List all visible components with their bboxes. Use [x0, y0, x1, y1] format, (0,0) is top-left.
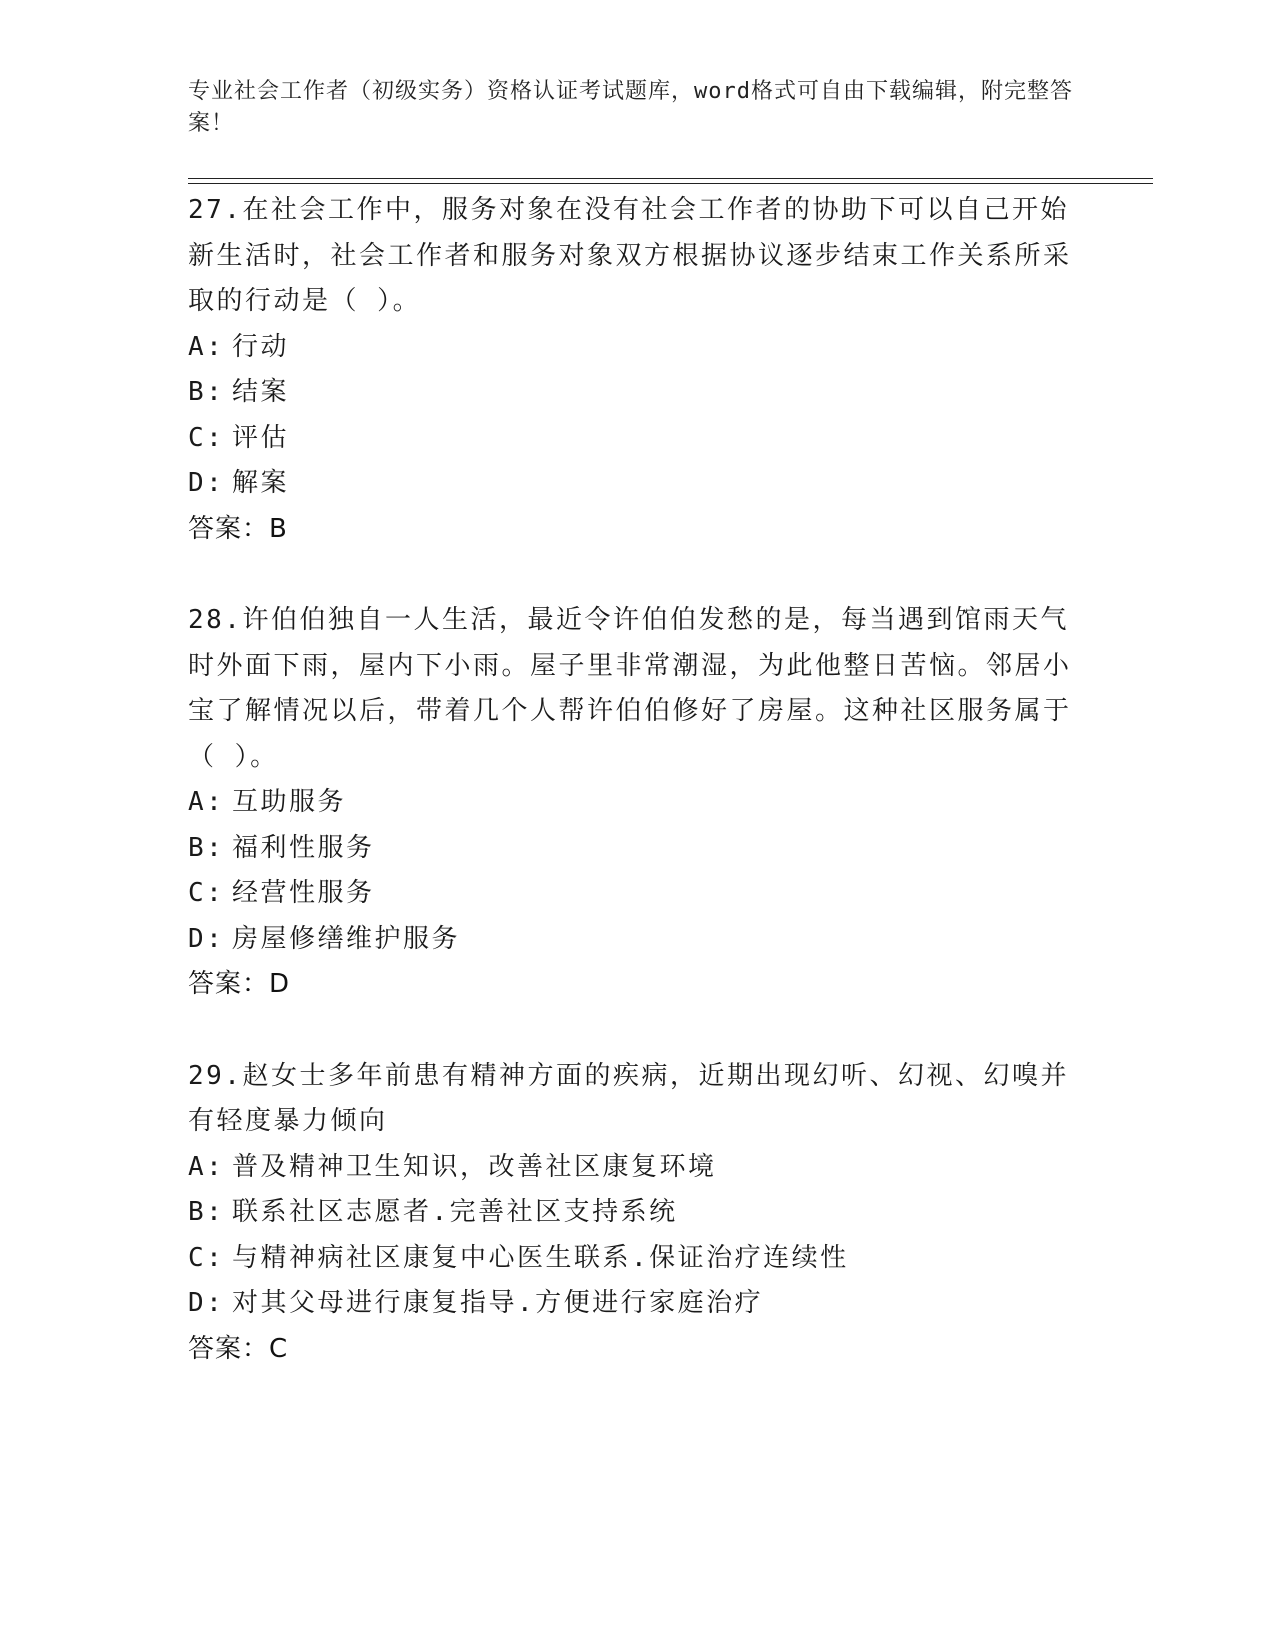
option-letter: A:	[188, 331, 225, 362]
answer-line	[188, 507, 1088, 553]
option-letter: C:	[188, 422, 225, 453]
option-b	[188, 1190, 1088, 1236]
option-text: 经营性服务	[232, 878, 375, 908]
option-letter: B:	[188, 832, 225, 863]
answer-label: 答案：	[188, 1333, 270, 1364]
option-a	[188, 325, 1088, 371]
option-letter: C:	[188, 878, 225, 908]
option-letter: D:	[188, 1288, 225, 1318]
option-c	[188, 416, 1088, 462]
answer-line	[188, 1327, 1088, 1373]
answer-value: C	[269, 1333, 288, 1364]
option-letter: A:	[188, 1151, 225, 1182]
header-rule-top	[188, 178, 1153, 179]
question-list	[188, 188, 1088, 1418]
option-text: 评估	[232, 422, 290, 453]
option-text: 房屋修缮维护服务	[232, 923, 461, 954]
option-letter: A:	[188, 787, 225, 817]
document-header: 专业社会工作者（初级实务）资格认证考试题库，word格式可自由下载编辑，附完整答案！	[188, 79, 1073, 136]
option-b	[188, 826, 1088, 872]
option-text: 对其父母进行康复指导.方便进行家庭治疗	[232, 1288, 764, 1318]
question-stem: 29.赵女士多年前患有精神方面的疾病，近期出现幻听、幻视、幻嗅并有轻度暴力倾向	[188, 1060, 1069, 1136]
option-letter: D:	[188, 923, 225, 954]
question-29	[188, 1054, 1088, 1373]
answer-label: 答案：	[188, 969, 270, 999]
option-c	[188, 1236, 1088, 1282]
option-text: 联系社区志愿者.完善社区支持系统	[232, 1197, 678, 1227]
option-letter: B:	[188, 377, 225, 407]
header-rule-bottom	[188, 183, 1153, 184]
option-text: 福利性服务	[232, 832, 375, 863]
answer-line	[188, 962, 1088, 1008]
question-28	[188, 598, 1088, 1008]
option-c	[188, 871, 1088, 917]
answer-value: D	[269, 969, 290, 999]
option-text: 行动	[232, 331, 290, 362]
option-d	[188, 1281, 1088, 1327]
option-b	[188, 370, 1088, 416]
question-stem: 27.在社会工作中，服务对象在没有社会工作者的协助下可以自己开始新生活时，社会工作者和服务对象双方根据协议逐步结束工作关系所采取的行动是（ ）。	[188, 195, 1072, 316]
option-text: 互助服务	[232, 787, 347, 817]
option-d	[188, 917, 1088, 963]
option-letter: D:	[188, 468, 225, 498]
option-a	[188, 1145, 1088, 1191]
option-letter: B:	[188, 1197, 225, 1227]
option-d	[188, 461, 1088, 507]
option-letter: C:	[188, 1242, 225, 1273]
answer-value: B	[269, 513, 287, 544]
answer-label: 答案：	[188, 513, 270, 544]
question-27	[188, 188, 1088, 552]
option-a	[188, 780, 1088, 826]
option-text: 解案	[232, 468, 290, 498]
option-text: 普及精神卫生知识，改善社区康复环境	[232, 1151, 717, 1182]
question-stem: 28.许伯伯独自一人生活，最近令许伯伯发愁的是，每当遇到馆雨天气时外面下雨，屋内下小雨。屋子里非常潮湿，为此他整日苦恼。邻居小宝了解情况以后，带着几个人帮许伯伯修好了房屋。这种社区服务属于（ ）。	[188, 605, 1072, 772]
option-text: 结案	[232, 377, 290, 407]
option-text: 与精神病社区康复中心医生联系.保证治疗连续性	[232, 1242, 849, 1273]
